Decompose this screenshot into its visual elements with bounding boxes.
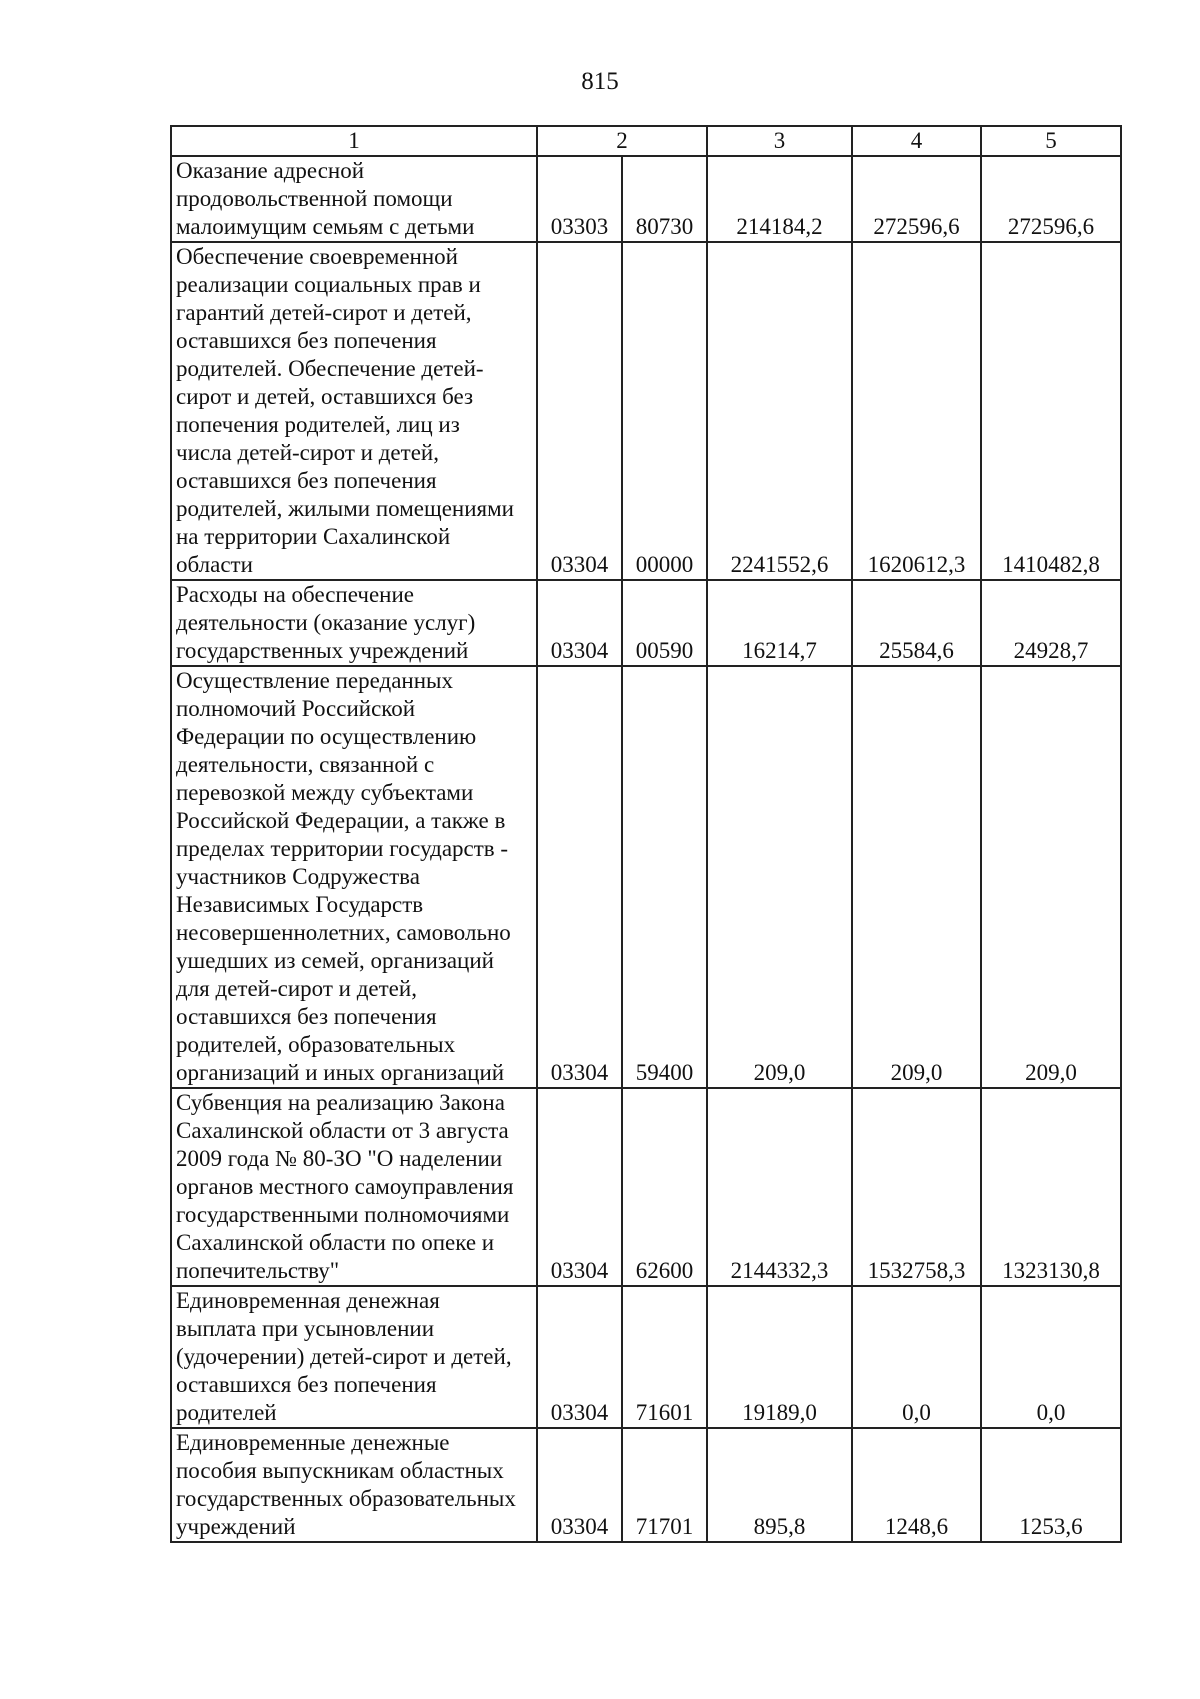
row-value-col4: 1532758,3	[852, 1088, 981, 1286]
table-row	[171, 242, 1121, 580]
header-col-1: 1	[171, 126, 537, 156]
row-code-item: 71601	[622, 1286, 707, 1428]
row-code-section: 03304	[537, 1428, 622, 1542]
row-value-col4: 25584,6	[852, 580, 981, 666]
table-row	[171, 156, 1121, 242]
row-code-item: 00590	[622, 580, 707, 666]
table-header-row	[171, 126, 1121, 156]
row-value-col4: 272596,6	[852, 156, 981, 242]
row-code-section: 03304	[537, 580, 622, 666]
row-value-col3: 2144332,3	[707, 1088, 852, 1286]
row-value-col3: 2241552,6	[707, 242, 852, 580]
row-value-col3: 209,0	[707, 666, 852, 1088]
row-value-col3: 895,8	[707, 1428, 852, 1542]
page-number: 815	[581, 68, 619, 95]
row-code-item: 00000	[622, 242, 707, 580]
row-description: Осуществление переданных полномочий Российской Федерации по осуществлению деятельности, связанной с перевозкой между субъектами Российской Федерации, а также в пределах территории государств - участников Содружества Независимых Государств несовершеннолетних, самовольно ушедших из семей, организаций для детей-сирот и детей, оставшихся без попечения родителей, образовательных организаций и иных организаций	[171, 666, 537, 1088]
row-value-col4: 0,0	[852, 1286, 981, 1428]
table-row	[171, 1088, 1121, 1286]
row-value-col5: 0,0	[981, 1286, 1121, 1428]
row-description: Оказание адресной продовольственной помощи малоимущим семьям с детьми	[171, 156, 537, 242]
row-code-item: 71701	[622, 1428, 707, 1542]
row-value-col5: 1253,6	[981, 1428, 1121, 1542]
row-value-col5: 272596,6	[981, 156, 1121, 242]
row-code-item: 80730	[622, 156, 707, 242]
table-row	[171, 1286, 1121, 1428]
row-code-section: 03304	[537, 1286, 622, 1428]
row-code-item: 62600	[622, 1088, 707, 1286]
table-row	[171, 580, 1121, 666]
header-col-3: 3	[707, 126, 852, 156]
row-description: Единовременная денежная выплата при усыновлении (удочерении) детей-сирот и детей, оставшихся без попечения родителей	[171, 1286, 537, 1428]
row-code-item: 59400	[622, 666, 707, 1088]
header-col-4: 4	[852, 126, 981, 156]
budget-table	[170, 125, 1122, 1543]
row-value-col5: 1323130,8	[981, 1088, 1121, 1286]
row-value-col5: 24928,7	[981, 580, 1121, 666]
row-code-section: 03304	[537, 242, 622, 580]
row-value-col3: 19189,0	[707, 1286, 852, 1428]
table-row	[171, 666, 1121, 1088]
row-code-section: 03303	[537, 156, 622, 242]
row-description: Расходы на обеспечение деятельности (оказание услуг) государственных учреждений	[171, 580, 537, 666]
row-code-section: 03304	[537, 666, 622, 1088]
row-value-col4: 1248,6	[852, 1428, 981, 1542]
row-code-section: 03304	[537, 1088, 622, 1286]
row-value-col5: 209,0	[981, 666, 1121, 1088]
row-value-col5: 1410482,8	[981, 242, 1121, 580]
header-col-2: 2	[537, 126, 707, 156]
table-row	[171, 1428, 1121, 1542]
row-value-col3: 16214,7	[707, 580, 852, 666]
header-col-5: 5	[981, 126, 1121, 156]
row-value-col3: 214184,2	[707, 156, 852, 242]
row-value-col4: 1620612,3	[852, 242, 981, 580]
row-value-col4: 209,0	[852, 666, 981, 1088]
row-description: Единовременные денежные пособия выпускникам областных государственных образовательных учреждений	[171, 1428, 537, 1542]
row-description: Субвенция на реализацию Закона Сахалинской области от 3 августа 2009 года № 80-ЗО "О наделении органов местного самоуправления государственными полномочиями Сахалинской области по опеке и попечительству"	[171, 1088, 537, 1286]
row-description: Обеспечение своевременной реализации социальных прав и гарантий детей-сирот и детей, оставшихся без попечения родителей. Обеспечение детей- сирот и детей, оставшихся без попечения родителей, лиц из числа детей-сирот и детей, оставшихся без попечения родителей, жилыми помещениями на территории Сахалинской области	[171, 242, 537, 580]
